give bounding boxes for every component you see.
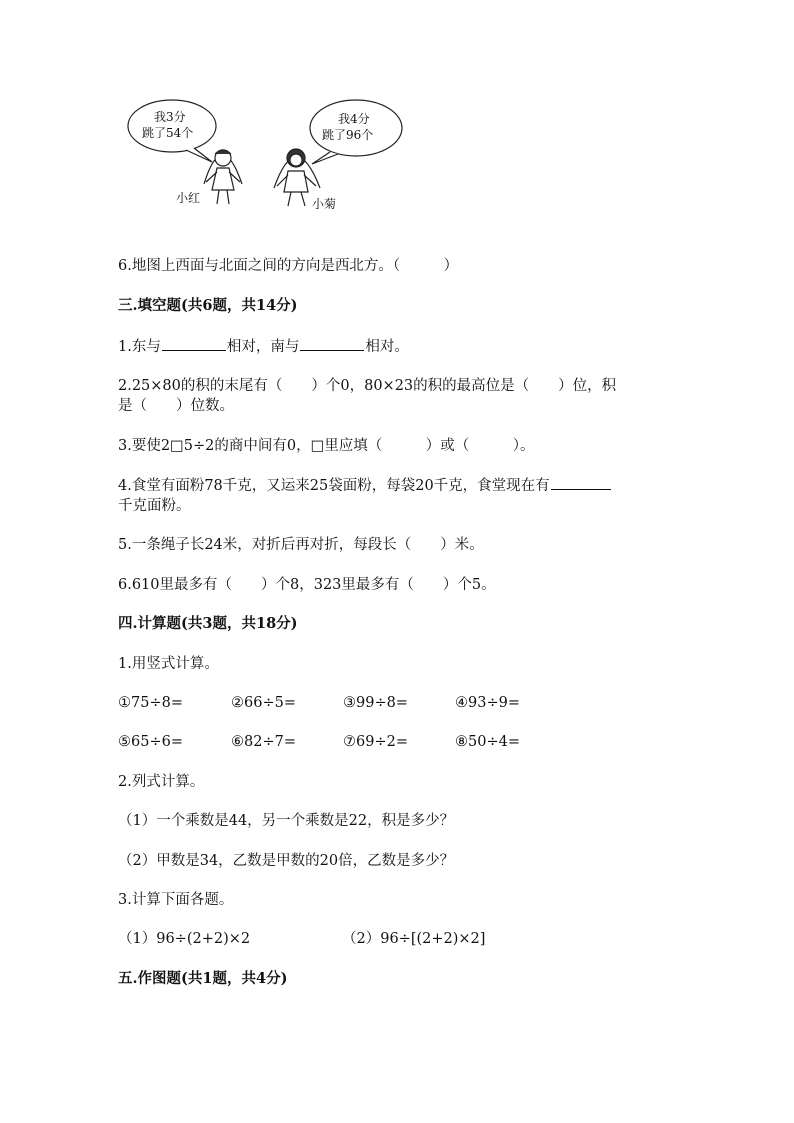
fill-question-2-line-2: 是（ ）位数。 bbox=[118, 398, 234, 414]
calc-q3-item-2: （2）96÷[(2+2)×2] bbox=[342, 931, 486, 947]
calc-item: ⑥82÷7= bbox=[231, 734, 296, 750]
fill-question-4-line-1 bbox=[118, 475, 678, 496]
girl-left-figure bbox=[204, 150, 242, 204]
answer-blank[interactable] bbox=[162, 336, 226, 351]
calc-question-1-title: 1.用竖式计算。 bbox=[118, 656, 219, 672]
bubble-left-line1: 我3分 bbox=[154, 110, 186, 124]
speech-bubble-right bbox=[310, 100, 402, 164]
answer-blank[interactable] bbox=[551, 475, 611, 490]
fill-question-1 bbox=[118, 336, 678, 357]
calc-item: ②66÷5= bbox=[231, 695, 296, 711]
fill-question-4-line-2: 千克面粉。 bbox=[118, 498, 191, 514]
calc-question-3-title: 3.计算下面各题。 bbox=[118, 892, 234, 908]
calc-item: ⑤65÷6= bbox=[118, 734, 183, 750]
fill-question-5: 5.一条绳子长24米，对折后再对折，每段长（ ）米。 bbox=[118, 537, 484, 553]
bubble-right-line2: 跳了96个 bbox=[322, 128, 374, 142]
calc-item: ④93÷9= bbox=[455, 695, 520, 711]
judge-question-6: 6.地图上西面与北面之间的方向是西北方。（ ） bbox=[118, 258, 459, 274]
fill-q1-part-a: 1.东与 bbox=[118, 339, 161, 355]
fill-question-3: 3.要使2□5÷2的商中间有0，□里应填（ ）或（ ）。 bbox=[118, 438, 535, 454]
calc-q3-item-1: （1）96÷(2+2)×2 bbox=[118, 931, 251, 947]
calc-item: ⑦69÷2= bbox=[343, 734, 408, 750]
calc-question-2-title: 2.列式计算。 bbox=[118, 774, 205, 790]
section-4-title: 四.计算题(共3题，共18分) bbox=[118, 615, 298, 632]
fill-q4-text: 4.食堂有面粉78千克，又运来25袋面粉，每袋20千克，食堂现在有 bbox=[118, 478, 550, 494]
calc-item: ①75÷8= bbox=[118, 695, 183, 711]
fill-question-2-line-1: 2.25×80的积的末尾有（ ）个0，80×23的积的最高位是（ ）位，积 bbox=[118, 378, 617, 394]
calc-question-2-2: （2）甲数是34，乙数是甲数的20倍，乙数是多少？ bbox=[118, 853, 455, 869]
name-xiaoju: 小菊 bbox=[312, 197, 337, 211]
fill-question-6: 6.610里最多有（ ）个8，323里最多有（ ）个5。 bbox=[118, 577, 496, 593]
fill-q1-part-c: 相对。 bbox=[365, 339, 409, 355]
calc-item: ⑧50÷4= bbox=[455, 734, 520, 750]
jump-rope-illustration bbox=[124, 96, 424, 226]
calc-item: ③99÷8= bbox=[343, 695, 408, 711]
section-3-title: 三.填空题(共6题，共14分) bbox=[118, 297, 298, 314]
speech-bubble-left bbox=[128, 100, 216, 162]
name-xiaohong: 小红 bbox=[176, 191, 201, 205]
section-5-title: 五.作图题(共1题，共4分) bbox=[118, 970, 288, 987]
calc-question-2-1: （1）一个乘数是44，另一个乘数是22，积是多少？ bbox=[118, 813, 455, 829]
bubble-left-line2: 跳了54个 bbox=[142, 126, 194, 140]
bubble-right-line1: 我4分 bbox=[338, 112, 370, 126]
answer-blank[interactable] bbox=[300, 336, 364, 351]
fill-q1-part-b: 相对，南与 bbox=[226, 339, 300, 355]
